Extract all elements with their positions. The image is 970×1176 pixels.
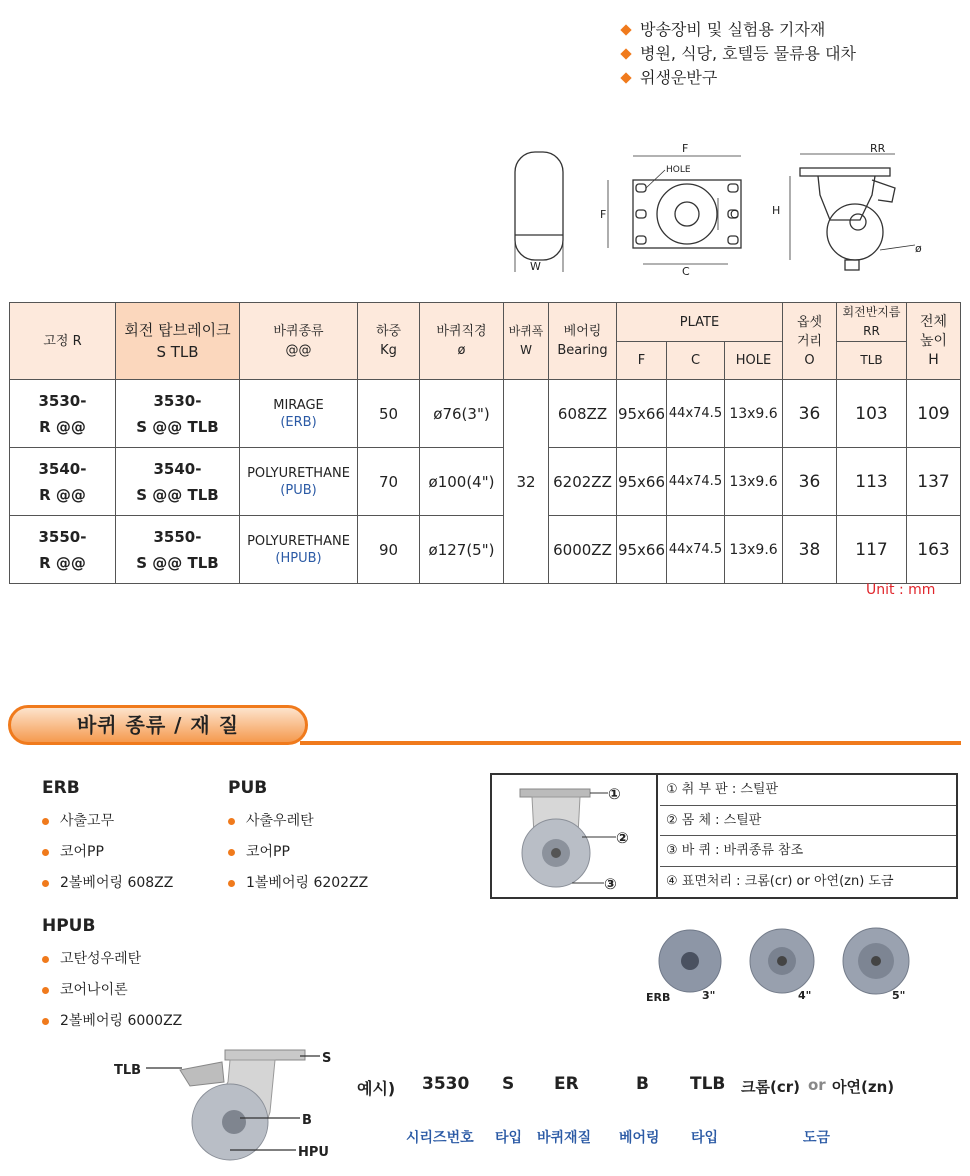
label-w: W bbox=[530, 260, 541, 273]
header-height: 전체 높이 H bbox=[907, 303, 961, 380]
cell-plate-hole: 13x9.6 bbox=[725, 380, 783, 448]
list-item: 사출고무 bbox=[42, 806, 173, 837]
usage-list bbox=[620, 18, 856, 90]
spec-table bbox=[9, 302, 961, 584]
label-f-side: F bbox=[600, 208, 607, 221]
cell-wheel-type: POLYURETHANE (PUB) bbox=[240, 448, 358, 516]
example-bearing-label: 베어링 bbox=[619, 1130, 660, 1146]
cell-plate-c: 44x74.5 bbox=[667, 448, 725, 516]
cell-plate-hole: 13x9.6 bbox=[725, 516, 783, 584]
example-plating-label: 도금 bbox=[803, 1130, 831, 1146]
cell-plate-c: 44x74.5 bbox=[667, 380, 725, 448]
pub-title: PUB bbox=[228, 778, 268, 798]
list-item: 1볼베어링 6202ZZ bbox=[228, 868, 368, 899]
part-row: ② 몸 체 : 스틸판 bbox=[660, 806, 956, 837]
example-series-label: 시리즈번호 bbox=[406, 1130, 474, 1146]
cell-bearing: 6000ZZ bbox=[549, 516, 617, 584]
label-rr: RR bbox=[870, 142, 886, 155]
example-tlb-label: 타입 bbox=[691, 1130, 719, 1146]
header-fixed: 고정 R bbox=[10, 303, 116, 380]
cell-plate-c: 44x74.5 bbox=[667, 516, 725, 584]
wheel-side-view bbox=[515, 152, 563, 260]
example-label: 예시) bbox=[357, 1079, 396, 1098]
wheel-label-5: 5" bbox=[892, 989, 906, 1002]
list-item: 2볼베어링 6000ZZ bbox=[42, 1006, 182, 1037]
technical-drawing bbox=[500, 140, 940, 280]
cell-bearing: 608ZZ bbox=[549, 380, 617, 448]
label-f: F bbox=[682, 142, 689, 155]
header-offset: 옵셋 거리 O bbox=[783, 303, 837, 380]
header-swivel: 회전 탑브레이크 S TLB bbox=[116, 303, 240, 380]
caster-plate bbox=[800, 168, 890, 176]
cell-wheel-type: POLYURETHANE (HPUB) bbox=[240, 516, 358, 584]
wheel-samples bbox=[640, 925, 920, 1010]
list-item: 코어PP bbox=[228, 837, 368, 868]
cell-load: 90 bbox=[358, 516, 420, 584]
callout-3: ③ bbox=[604, 875, 617, 893]
label-h: H bbox=[772, 204, 781, 217]
cell-diameter: ø127(5") bbox=[420, 516, 504, 584]
header-bearing: 베어링 Bearing bbox=[549, 303, 617, 380]
cell-offset: 36 bbox=[783, 448, 837, 516]
table-row bbox=[10, 448, 961, 516]
pub-list bbox=[228, 806, 368, 899]
list-item: 고탄성우레탄 bbox=[42, 944, 182, 975]
erb-title: ERB bbox=[42, 778, 80, 798]
caster-photo bbox=[492, 775, 658, 897]
hpub-section bbox=[42, 916, 182, 1037]
header-diameter: 바퀴직경 ø bbox=[420, 303, 504, 380]
cell-height: 109 bbox=[907, 380, 961, 448]
caster-label-tlb: TLB bbox=[114, 1063, 142, 1078]
example-plating: 크롬(cr) bbox=[741, 1078, 800, 1096]
wheel-label-4: 4" bbox=[798, 989, 812, 1002]
wheel-label-3: 3" bbox=[702, 989, 716, 1002]
cell-fixed: 3550- R @@ bbox=[10, 516, 116, 584]
cell-radius: 103 bbox=[837, 380, 907, 448]
caster-illustration bbox=[110, 1042, 350, 1172]
cell-swivel: 3540- S @@ TLB bbox=[116, 448, 240, 516]
label-c: C bbox=[682, 265, 690, 278]
part-row: ④ 표면처리 : 크롬(cr) or 아연(zn) 도금 bbox=[666, 873, 894, 889]
cell-radius: 117 bbox=[837, 516, 907, 584]
example-tlb: TLB bbox=[690, 1074, 726, 1094]
callout-1: ① bbox=[608, 785, 621, 803]
part-row: ③ 바 퀴 : 바퀴종류 참조 bbox=[660, 836, 956, 867]
caster-label-b: B bbox=[302, 1113, 312, 1128]
erb-section bbox=[42, 778, 173, 899]
label-c-side: C bbox=[730, 208, 738, 221]
hpub-title: HPUB bbox=[42, 916, 96, 936]
unit-note: Unit : mm bbox=[866, 582, 936, 598]
example-plating2: 아연(zn) bbox=[832, 1078, 895, 1096]
header-radius-tlb: TLB bbox=[837, 342, 907, 380]
header-plate-f: F bbox=[617, 342, 667, 380]
example-material: ER bbox=[554, 1074, 579, 1094]
pub-section bbox=[228, 778, 368, 899]
cell-plate-f: 95x66 bbox=[617, 448, 667, 516]
header-plate-hole: HOLE bbox=[725, 342, 783, 380]
cell-plate-f: 95x66 bbox=[617, 516, 667, 584]
cell-radius: 113 bbox=[837, 448, 907, 516]
hpub-list bbox=[42, 944, 182, 1037]
cell-bearing: 6202ZZ bbox=[549, 448, 617, 516]
cell-fixed: 3530- R @@ bbox=[10, 380, 116, 448]
cell-swivel: 3530- S @@ TLB bbox=[116, 380, 240, 448]
plate-top-view bbox=[633, 180, 741, 248]
caster-label-hpu: HPU bbox=[298, 1145, 329, 1160]
list-item: 사출우레탄 bbox=[228, 806, 368, 837]
cell-wheel-type: MIRAGE (ERB) bbox=[240, 380, 358, 448]
example-material-label: 바퀴재질 bbox=[537, 1130, 592, 1146]
cell-diameter: ø76(3") bbox=[420, 380, 504, 448]
cell-plate-hole: 13x9.6 bbox=[725, 448, 783, 516]
cell-load: 50 bbox=[358, 380, 420, 448]
example-or: or bbox=[808, 1076, 826, 1094]
header-plate: PLATE bbox=[617, 303, 783, 342]
header-radius: 회전반지름 RR bbox=[837, 303, 907, 342]
header-width: 바퀴폭 W bbox=[504, 303, 549, 380]
list-item: 2볼베어링 608ZZ bbox=[42, 868, 173, 899]
usage-item: 위생운반구 bbox=[620, 66, 856, 90]
table-row bbox=[10, 516, 961, 584]
cell-load: 70 bbox=[358, 448, 420, 516]
cell-height: 163 bbox=[907, 516, 961, 584]
header-wheel-type: 바퀴종류 @@ bbox=[240, 303, 358, 380]
table-row bbox=[10, 380, 961, 448]
banner-line bbox=[300, 741, 961, 745]
list-item: 코어나이론 bbox=[42, 975, 182, 1006]
cell-width: 32 bbox=[504, 380, 549, 584]
header-plate-c: C bbox=[667, 342, 725, 380]
usage-item: 방송장비 및 실험용 기자재 bbox=[620, 18, 856, 42]
cell-swivel: 3550- S @@ TLB bbox=[116, 516, 240, 584]
header-load: 하중 Kg bbox=[358, 303, 420, 380]
erb-list bbox=[42, 806, 173, 899]
part-row: ① 취 부 판 : 스틸판 bbox=[660, 775, 956, 806]
cell-offset: 38 bbox=[783, 516, 837, 584]
caster-label-s: S bbox=[322, 1051, 332, 1066]
example-type-label: 타입 bbox=[495, 1130, 523, 1146]
label-phi: ø bbox=[915, 242, 922, 255]
parts-rows bbox=[660, 775, 956, 897]
section-banner: 바퀴 종류 / 재 질 bbox=[8, 705, 308, 745]
label-hole: HOLE bbox=[666, 165, 691, 175]
parts-table bbox=[490, 773, 958, 899]
example-type: S bbox=[502, 1074, 515, 1094]
wheel-label-erb: ERB bbox=[646, 991, 671, 1004]
example-series: 3530 bbox=[422, 1074, 470, 1094]
callout-2: ② bbox=[616, 829, 629, 847]
cell-offset: 36 bbox=[783, 380, 837, 448]
cell-fixed: 3540- R @@ bbox=[10, 448, 116, 516]
example-bearing: B bbox=[636, 1074, 649, 1094]
cell-plate-f: 95x66 bbox=[617, 380, 667, 448]
list-item: 코어PP bbox=[42, 837, 173, 868]
usage-item: 병원, 식당, 호텔등 물류용 대차 bbox=[620, 42, 856, 66]
cell-height: 137 bbox=[907, 448, 961, 516]
cell-diameter: ø100(4") bbox=[420, 448, 504, 516]
